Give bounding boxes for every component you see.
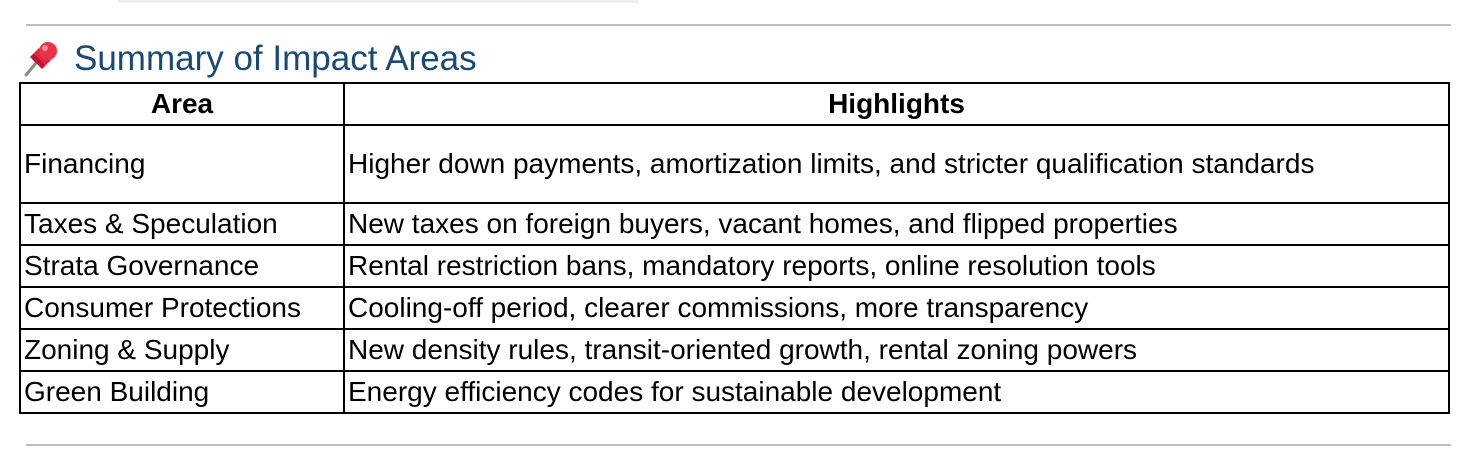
table-row xyxy=(20,371,1449,413)
area-cell: Taxes & Speculation xyxy=(20,203,344,245)
area-cell: Green Building xyxy=(20,371,344,413)
highlights-cell: New taxes on foreign buyers, vacant homes, and flipped properties xyxy=(344,203,1449,245)
section-heading xyxy=(20,36,477,82)
table-row xyxy=(20,329,1449,371)
highlights-cell: Energy efficiency codes for sustainable development xyxy=(344,371,1449,413)
highlights-cell: New density rules, transit-oriented growth, rental zoning powers xyxy=(344,329,1449,371)
area-cell: Financing xyxy=(20,125,344,203)
table-row xyxy=(20,245,1449,287)
table-row xyxy=(20,125,1449,203)
area-cell: Strata Governance xyxy=(20,245,344,287)
column-header-highlights: Highlights xyxy=(344,83,1449,125)
table-header-row xyxy=(20,83,1449,125)
impact-areas-table xyxy=(19,82,1450,414)
area-cell: Zoning & Supply xyxy=(20,329,344,371)
top-scroll-fade xyxy=(118,0,638,3)
highlights-cell: Rental restriction bans, mandatory reports, online resolution tools xyxy=(344,245,1449,287)
pushpin-icon xyxy=(20,39,60,79)
highlights-cell: Cooling-off period, clearer commissions, more transparency xyxy=(344,287,1449,329)
area-cell: Consumer Protections xyxy=(20,287,344,329)
table-row xyxy=(20,203,1449,245)
highlights-cell: Higher down payments, amortization limits, and stricter qualification standards xyxy=(344,125,1449,203)
divider-top xyxy=(26,24,1451,26)
column-header-area: Area xyxy=(20,83,344,125)
divider-bottom xyxy=(26,444,1451,446)
table-row xyxy=(20,287,1449,329)
section-title: Summary of Impact Areas xyxy=(74,39,477,78)
